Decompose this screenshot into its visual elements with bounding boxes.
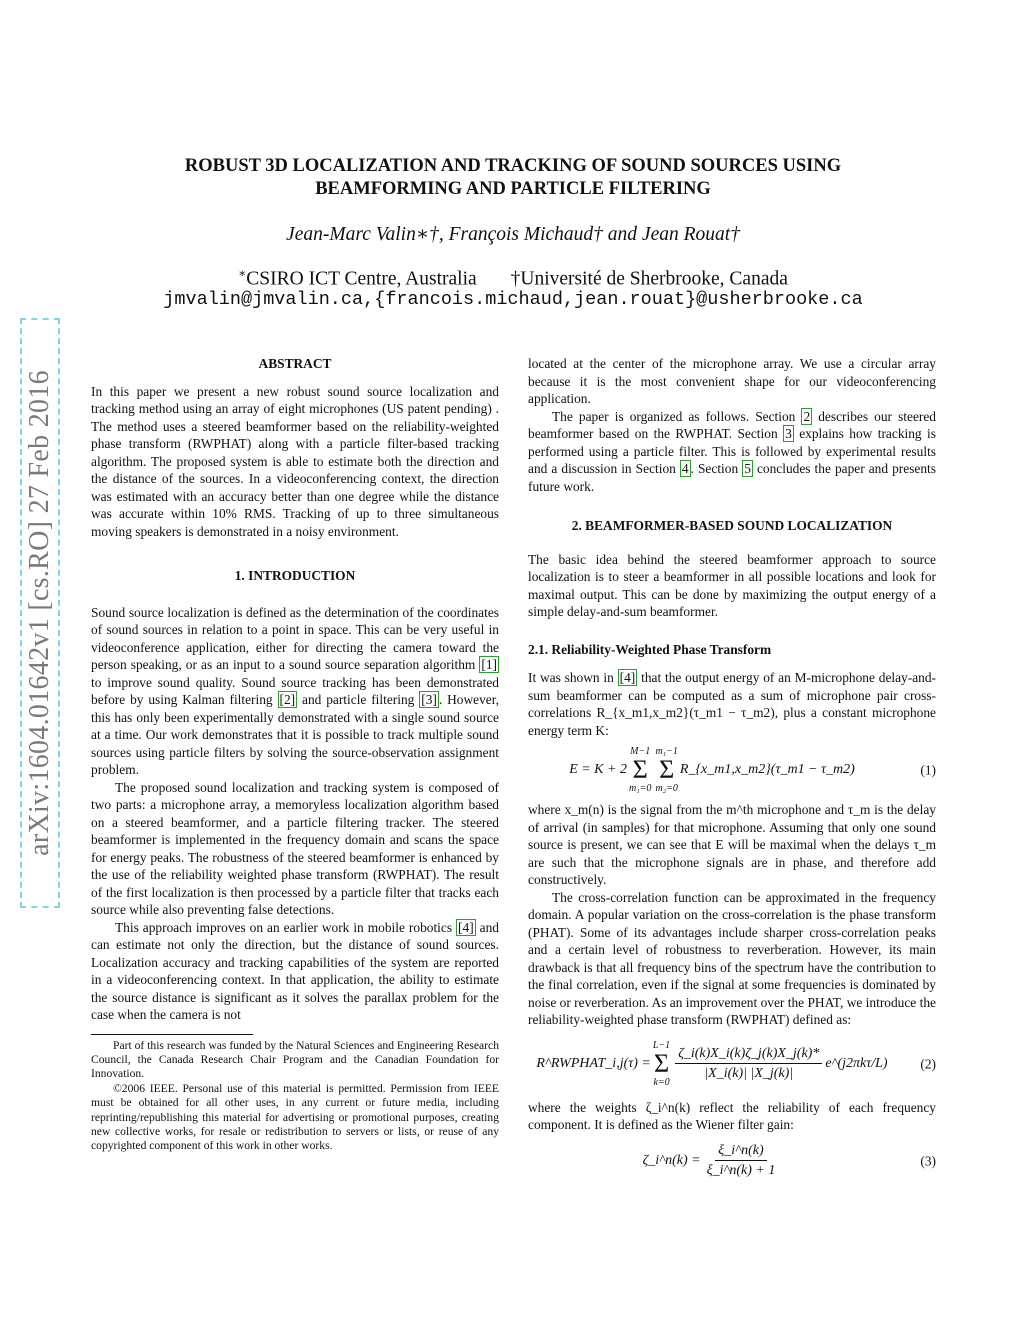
left-column bbox=[91, 355, 499, 1154]
footnote-funding: Part of this research was funded by the Natural Sciences and Engineering Research Council, the Canada Research Chair Program and the Canadian Foundation for Innovation. bbox=[91, 1038, 499, 1081]
paper-title bbox=[90, 155, 936, 201]
title-line-1: ROBUST 3D LOCALIZATION AND TRACKING OF SOUND SOURCES USING bbox=[184, 156, 842, 176]
equation-number: (2) bbox=[920, 1055, 936, 1071]
author-list: Jean-Marc Valin∗†, François Michaud† and Jean Rouat† bbox=[286, 224, 740, 245]
section-link[interactable]: 5 bbox=[744, 461, 751, 476]
intro-heading: 1. INTRODUCTION bbox=[234, 568, 356, 583]
equation-number: (1) bbox=[920, 762, 936, 778]
affil-b: †Université de Sherbrooke, Canada bbox=[510, 268, 788, 290]
affiliations bbox=[90, 266, 936, 291]
title-line-2: BEAMFORMING AND PARTICLE FILTERING bbox=[315, 179, 711, 199]
right-paragraph-4: where x_m(n) is the signal from the m^th microphone and τ_m is the delay of arrival (in samples) for that microphone. Assuming that only one sound source is present, we can see that E will be maximal when the delays τ_m are such that the microphone signals are in phase, and therefore add constructively. bbox=[528, 802, 936, 887]
affil-a-mark: ∗ bbox=[238, 266, 247, 280]
equation-2: R^RWPHAT_i,j(τ) = L−1 Σ k=0 $\frac{\zeta\_i(k)X\_i(k)\zeta\_j(k)X\_j(k)*}{|X\_i(k)| |X\_j(k)|}$ e^(j2πkτ/L) (2) bbox=[536, 1039, 936, 1088]
equation-1: E = K + 2 M−1 Σ m₁=0 m₁−1 Σ m₂=0 R_{x_m1,x_m2}(τ_m1 − τ_m2) (1) bbox=[569, 746, 936, 794]
section-link[interactable]: 3 bbox=[785, 426, 792, 441]
right-paragraph-6: where the weights ζ_i^n(k) reflect the reliability of each frequency component. It is defined as the Wiener filter gain: bbox=[528, 1099, 936, 1132]
equation-3: ζ_i^n(k) = $\frac{\xi\_i\^{}n(k)}{\xi\_i\^{}n(k) + 1}$ (3) bbox=[642, 1142, 936, 1178]
section-2-paragraph: The basic idea behind the steered beamformer approach to source localization is to steer a beamformer in all possible locations and look for maximal output. This can be done by maximizing the output energy of a simple delay-and-sum beamformer. bbox=[528, 551, 936, 619]
abstract-text: In this paper we present a new robust sound source localization and tracking method using an array of eight microphones (US patent pending) . The method uses a steered beamformer based on the reliability-weighted phase transform (RWPHAT) along with a particle filter-based tracking algorithm. The proposed system is able to estimate both the direction and the distance of the sources. In a videoconferencing context, the direction was estimated with an accuracy better than one degree while the distance was accurate within 10% RMS. Tracking of up to three simultaneous moving speakers is demonstrated in a noisy environment. bbox=[91, 383, 499, 539]
section-2-heading: 2. BEAMFORMER-BASED SOUND LOCALIZATION bbox=[571, 518, 893, 533]
footnotes bbox=[91, 1039, 499, 1154]
section-link[interactable]: 2 bbox=[803, 408, 811, 424]
footnote-copyright: ©2006 IEEE. Personal use of this material is permitted. Permission from IEEE must be obtained for all other uses, in any current or future media, including reprinting/republishing this material for advertising or promotional purposes, creating new collective works, for resale or redistribution to servers or lists, or reuse of any copyrighted component of this work in other works. bbox=[91, 1081, 499, 1153]
citation-link[interactable]: [4] bbox=[458, 919, 474, 935]
intro-paragraph-2: The proposed sound localization and tracking system is composed of two parts: a microphone array, a memoryless localization algorithm based on a steered beamformer, and a particle filtering tracker. The steered beamformer is implemented in the frequency domain and scans the space for energy peaks. The robustness of the steered beamformer is enhanced by the use of the reliability weighted phase transform (RWPHAT). The result of the first localization is then processed by a particle filter that tracks each source while also preventing false detections. bbox=[91, 779, 499, 917]
section-link[interactable]: 4 bbox=[681, 461, 689, 476]
footnote-rule bbox=[91, 1034, 253, 1035]
right-paragraph-1: located at the center of the microphone array. We use a circular array because it is the most convenient shape for our videoconferencing application. bbox=[528, 356, 936, 406]
abstract-heading: ABSTRACT bbox=[258, 356, 332, 371]
affil-a: CSIRO ICT Centre, Australia bbox=[246, 268, 477, 290]
equation-number: (3) bbox=[920, 1152, 936, 1168]
arxiv-stamp-text: arXiv:1604.01642v1 [cs.RO] 27 Feb 2016 bbox=[24, 370, 55, 856]
arxiv-stamp bbox=[20, 318, 60, 908]
citation-link[interactable]: [4] bbox=[619, 670, 636, 685]
right-paragraph-2: The paper is organized as follows. Section 2 describes our steered beamformer based on the RWPHAT. Section 3 explains how tracking is performed using a particle filter. This is followed by experimental results and a discussion in Section 4 . Section 5 concludes the paper and presents future work. bbox=[528, 408, 936, 494]
right-column bbox=[528, 355, 936, 1188]
citation-link[interactable]: [3] bbox=[421, 692, 437, 707]
citation-link[interactable]: [2] bbox=[279, 692, 296, 707]
subsection-2-1-heading: 2.1. Reliability-Weighted Phase Transform bbox=[528, 641, 772, 657]
citation-link[interactable]: [1] bbox=[481, 657, 497, 672]
right-paragraph-3: It was shown in [4] that the output energy of an M-microphone delay-and-sum beamformer can be computed as a sum of microphone pair cross-correlations R_{x_m1,x_m2}(τ_m1 − τ_m2), plus a constant microphone energy term K: bbox=[528, 670, 937, 738]
right-paragraph-5: The cross-correlation function can be approximated in the frequency domain. A popular variation on the cross-correlation is the phase transform (PHAT). Some of its advantages include sharper cross-correlation peaks and a certain level of robustness to reverberation. However, its main drawback is that all frequency bins of the spectrum have the contribution to the final correlation, even if the signal at some frequencies is dominated by noise or reverberation. As an improvement over the PHAT, we introduce the reliability-weighted phase transform (RWPHAT) defined as: bbox=[528, 889, 936, 1027]
intro-paragraph-1: Sound source localization is defined as the determination of the coordinates of sound sources in relation to a point in space. This can be very useful in videoconference application, either for directing the camera toward the person speaking, or as an input to a sound source separation algorithm [1] to improve sound quality. Sound source tracking has been demonstrated before by using Kalman filtering [2] and particle filtering [3] . However, this has only been experimentally demonstrated with a single sound source at a time. Our work demonstrates that it is possible to track multiple sound sources using particle filters by solving the source-observation assignment problem. bbox=[91, 604, 499, 777]
author-emails: jmvalin@jmvalin.ca,{francois.michaud,jean.rouat}@usherbrooke.ca bbox=[163, 289, 863, 310]
intro-paragraph-3: This approach improves on an earlier work in mobile robotics [4] and can estimate not only the direction, but the distance of sound sources. Localization accuracy and tracking capabilities of the system are reported in a videoconferencing context. In that application, the ability to estimate the source distance is significant as it solves the parallax problem for the case when the camera is not bbox=[91, 919, 499, 1022]
